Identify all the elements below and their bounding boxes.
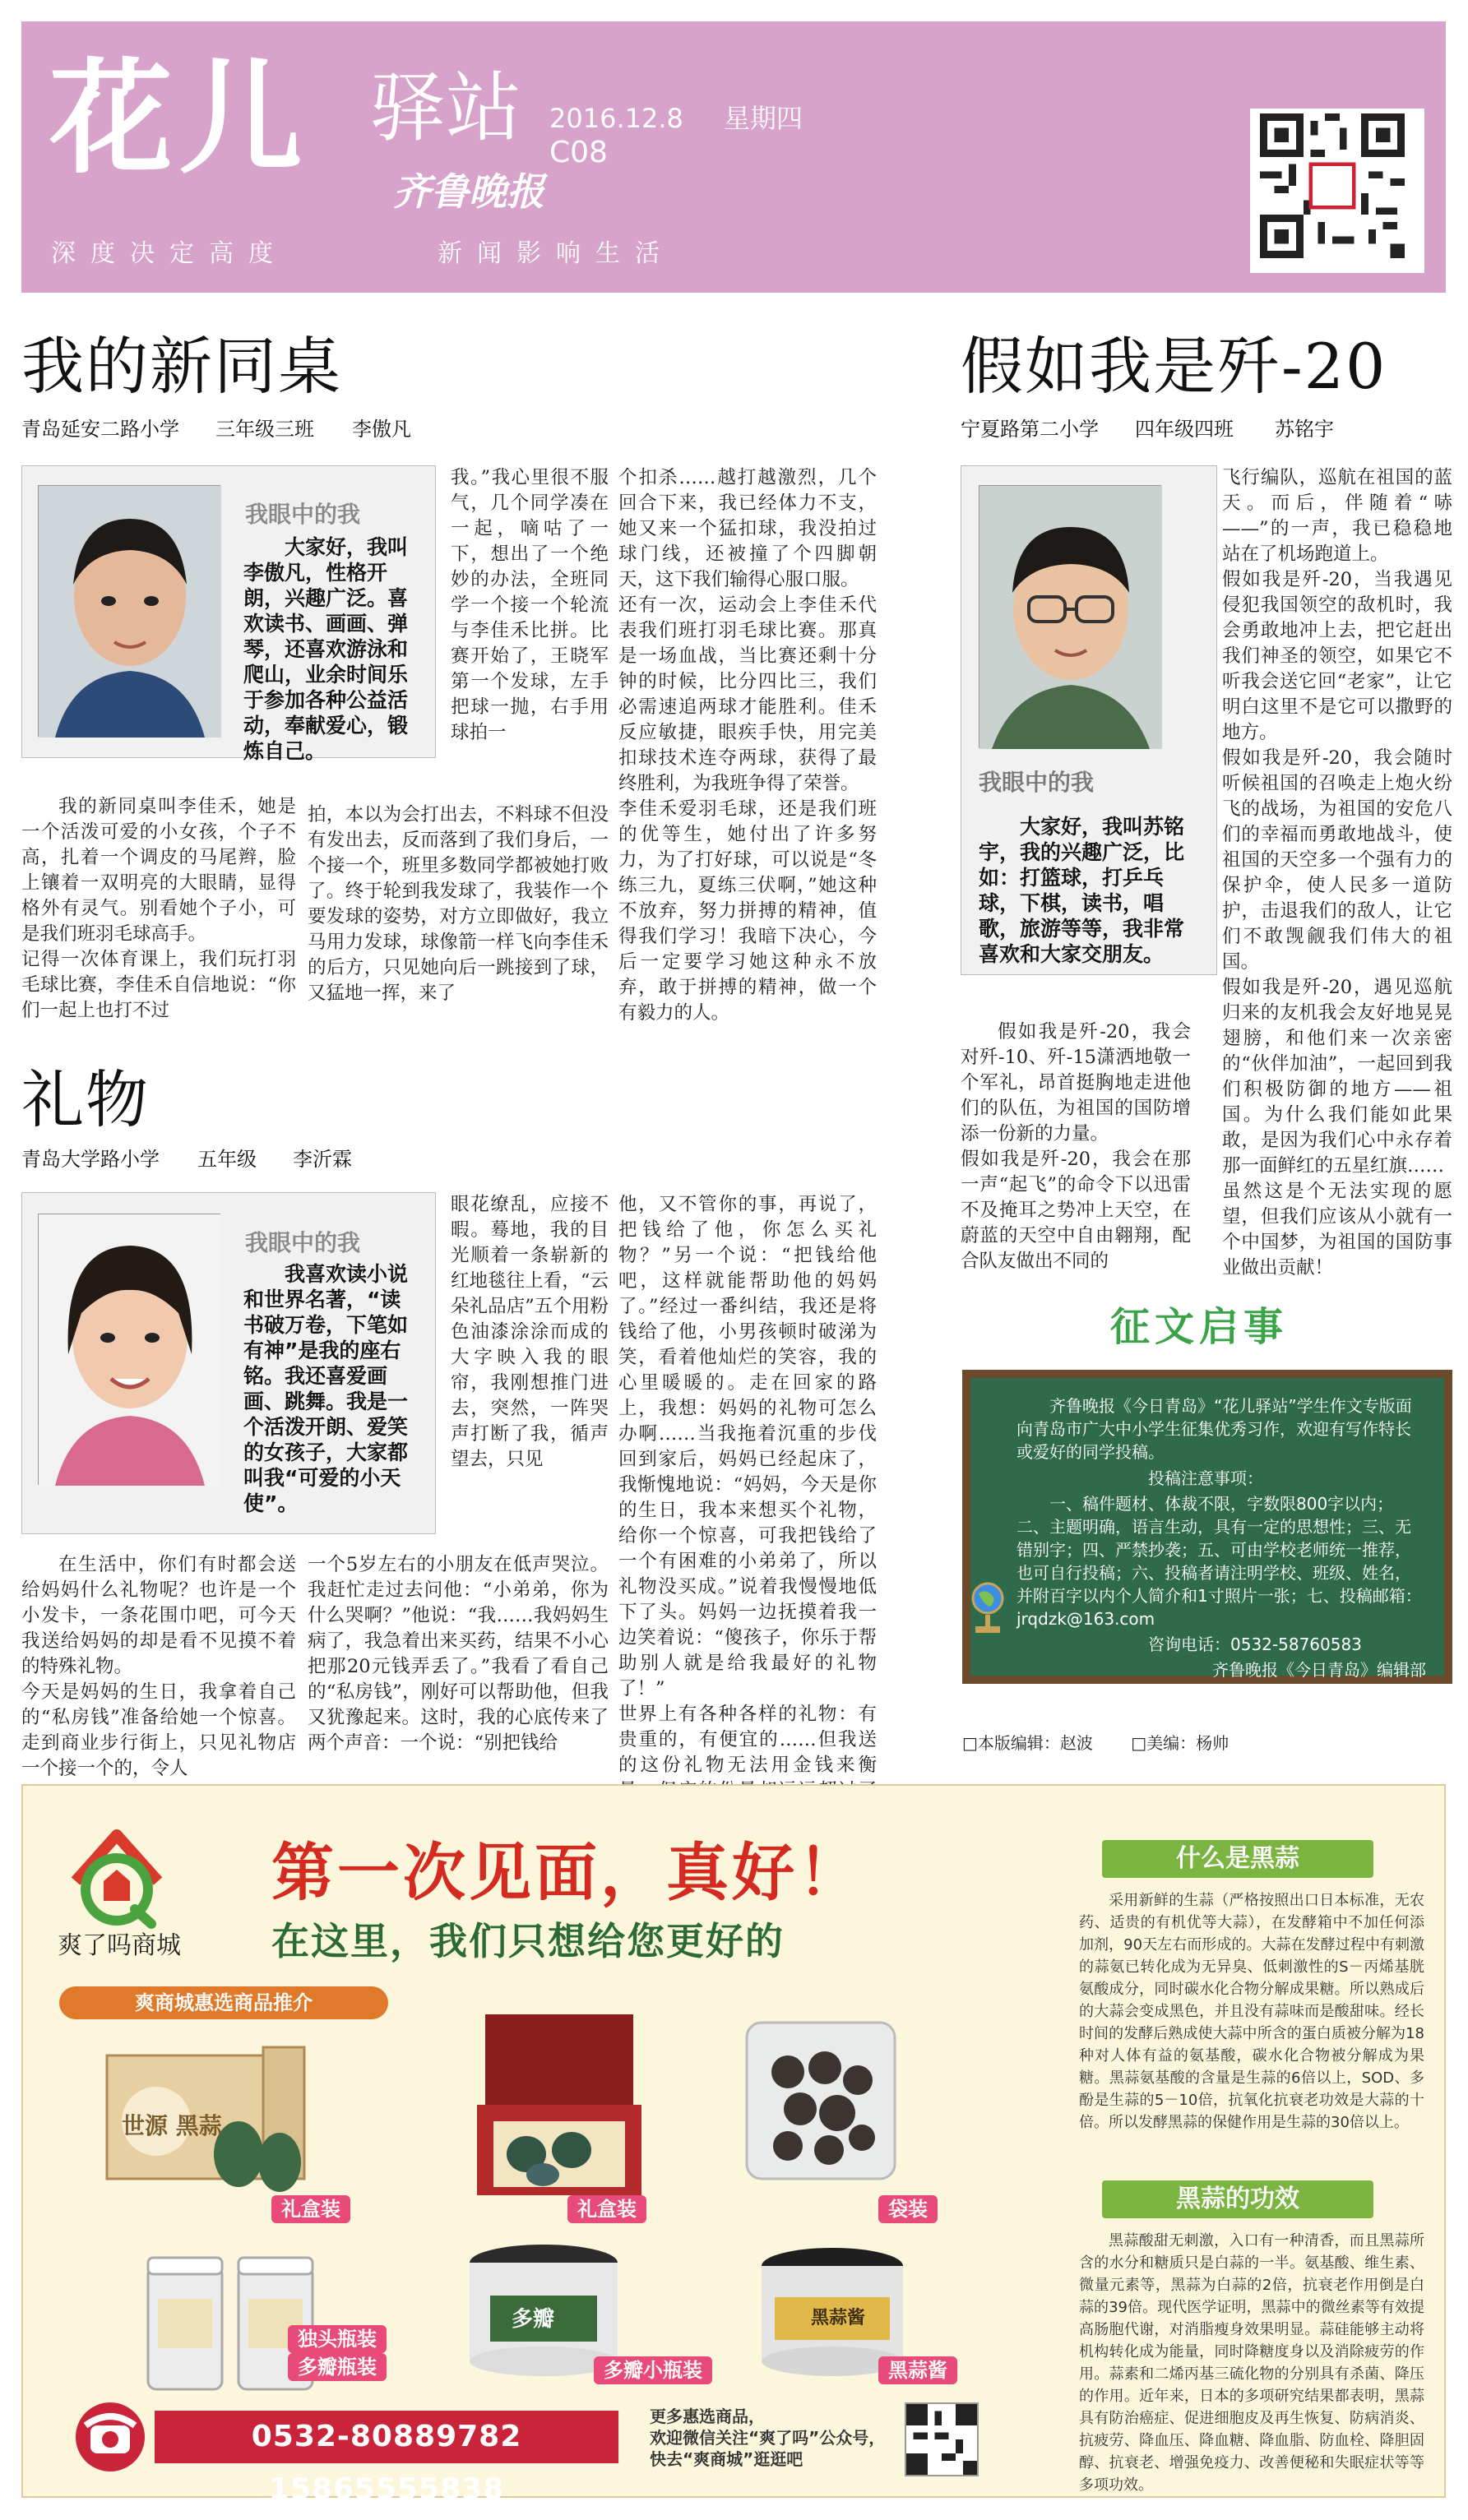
student-photo xyxy=(38,1214,220,1485)
ad-footer-line: 欢迎微信关注“爽了吗”公众号， xyxy=(650,2428,886,2448)
article-title: 我的新同桌 xyxy=(21,330,342,403)
product-label: 黑蒜酱 xyxy=(878,2356,957,2384)
product-label: 礼盒装 xyxy=(271,2195,350,2223)
designer-credit: □美编：杨帅 xyxy=(1131,1733,1230,1753)
featured-products-label: 爽商城惠选商品推介 xyxy=(59,1986,388,2019)
article-grade: 四年级四班 xyxy=(1135,418,1234,441)
solicit-department: 齐鲁晚报《今日青岛》编辑部 xyxy=(1212,1660,1426,1680)
product-brand-label: 世源 黑蒜 xyxy=(122,2112,222,2139)
article-column-2: 飞行编队，巡航在祖国的蓝天。而后，伴随着“哧——”的一声，我已稳稳地站在了机场跑道上。 假如我是歼-20，当我遇见侵犯我国领空的敌机时，我会勇敢地冲上去，把它赶出我们神圣的领空，如果它不听我会送它回“老家”，让它明白这里不是它可以撒野的地方。 假如我是歼-20，我会随时听候祖国的召唤走上炮火纷飞的战场，为祖国的安危八们的幸福而勇敢地战斗，使祖国的天空多一个强有力的保护伞，使人民多一道防护，击退我们的敌人，让它们不敢觊觎我们伟大的祖国。 假如我是歼-20，遇见巡航归来的友机我会友好地晃晃翅膀，和他们来一次亲密的“伙伴加油”，一起回到我们积极防御的地方——祖国。为什么我们能如此果敢，是因为我们心中永存着那一面鲜红的五星红旗…… 虽然这是个无法实现的愿望，但我们应该从小就有一个中国梦，为祖国的国防事业做出贡献！ xyxy=(1222,467,1452,1278)
shop-name: 爽了吗商城 xyxy=(58,1931,181,1960)
product-label: 多瓣小瓶装 xyxy=(594,2356,712,2384)
solicit-requirements: 一、稿件题材、体裁不限，字数限800字以内；二、主题明确，语言生动，具有一定的思想性；三、无错别字；四、严禁抄袭；五、可由学校老师统一推荐，也可自行投稿；六、投稿者请注明学校、班级、姓名，并附百字以内个人简介和1寸照片一张；七、投稿邮箱：jrqdzk@163.com xyxy=(1016,1494,1422,1629)
article-author: 苏铭宇 xyxy=(1275,418,1334,441)
product-gift-box-1[interactable] xyxy=(99,2039,313,2203)
product-bag[interactable] xyxy=(739,2014,903,2187)
info-section-body: 黑蒜酸甜无刺激，入口有一种清香，而且黑蒜所含的水分和糖质只是白蒜的一半。氨基酸、维生素、微量元素等，黑蒜为白蒜的2倍，抗衰老作用倒是白蒜的39倍。现代医学证明，黑蒜中的微丝素等有效提高肠胞代谢，对消脂瘦身效果明显。蒜硅能够主动将机构转化成为能量，同时降糖度身以及消除疲劳的作用。蒜素和二烯丙基三硫化物的分别具有杀菌、降压的作用。近年来，日本的多项研究结果都表明，黑蒜具有防治癌症、促进细胞皮及再生恢复、防病消炎、抗疲劳、降血压、降血糖、降血脂、防血栓、降胆固醇、抗衰老、增强免疫力、改善便秘和失眠症状等等多项功效。 xyxy=(1079,2232,1424,2494)
info-section-title: 黑蒜的功效 xyxy=(1102,2180,1373,2218)
jar-brand-label: 黑蒜酱 xyxy=(811,2308,866,2328)
chalkboard xyxy=(962,1370,1452,1684)
product-label: 礼盒装 xyxy=(567,2195,646,2223)
profile-label: 我眼中的我 xyxy=(245,1229,361,1256)
profile-intro: 大家好，我叫李傲凡，性格开朗，兴趣广泛。喜欢读书、画画、弹琴，还喜欢游泳和爬山，业余时间乐于参加各种公益活动，奉献爱心，锻炼自己。 xyxy=(243,535,409,763)
product-gift-box-2[interactable] xyxy=(461,2006,658,2203)
article-author: 李傲凡 xyxy=(352,418,411,441)
profile-intro: 我喜欢读小说和世界名著，“读书破万卷，下笔如有神”是我的座右铭。我还喜爱画画、跳舞。我是一个活泼开朗、爱笑的女孩子，大家都叫我“可爱的小天使”。 xyxy=(243,1262,409,1515)
article-school: 青岛延安二路小学 xyxy=(21,418,179,441)
info-section-body: 采用新鲜的生蒜（严格按照出口日本标准，无农药、适贵的有机优等大蒜），在发酵箱中不加任何添加剂，90天左右而形成的。大蒜在发酵过程中有刺激的蒜氨已转化成为无异臭、低刺激性的S－丙烯基胱氨酸成分，同时碳水化合物分解成果糖。所以熟成后的大蒜会变成黑色，并且没有蒜味而是酸甜味。经长时间的发酵后熟成使大蒜中所含的蛋白质被分解为18种对人体有益的氨基酸，碳水化合物被分解成为果糖。黑蒜氨基酸的含量是生蒜的6倍以上，SOD、多酚是生蒜的5－10倍，抗氧化抗衰老功效是大蒜的十倍。所以发酵黑蒜的保健作用是生蒜的30倍以上。 xyxy=(1079,1892,1424,2131)
solicit-title: 征文启事 xyxy=(1110,1304,1289,1350)
ad-footer-line: 更多惠选商品， xyxy=(650,2407,765,2426)
shop-logo-icon[interactable] xyxy=(59,1824,174,1927)
newspaper-name: 齐鲁晚报 xyxy=(393,169,544,214)
editor-credit: □本版编辑：赵波 xyxy=(962,1733,1093,1753)
solicit-requirements-title: 投稿注意事项： xyxy=(1148,1468,1263,1488)
ad-phone[interactable]: 0532-80889782 15865555838 xyxy=(155,2411,618,2463)
publish-date: 2016.12.8 xyxy=(549,103,683,134)
publish-weekday: 星期四 xyxy=(724,103,803,134)
ad-footer-text xyxy=(650,2406,885,2470)
profile-label: 我眼中的我 xyxy=(245,501,361,528)
ad-footer-line: 快去“爽商城”逛逛吧 xyxy=(650,2449,803,2469)
slogan-right: 新闻影响生活 xyxy=(438,239,674,268)
info-section-title: 什么是黑蒜 xyxy=(1102,1840,1373,1878)
slogan-left: 深度决定高度 xyxy=(51,239,288,268)
article-school: 宁夏路第二小学 xyxy=(961,418,1099,441)
article-grade: 五年级 xyxy=(197,1148,257,1171)
article-column-1: 在生活中，你们有时都会送给妈妈什么礼物呢？也许是一个小发卡，一条花围巾吧，可今天我送给妈妈的却是看不见摸不着的特殊礼物。 今天是妈妈的生日，我拿着自己的“私房钱”准备给她一个惊喜。走到商业步行街上，只见礼物店一个接一个的，令人 xyxy=(21,1554,296,1779)
student-photo xyxy=(38,485,220,737)
student-photo xyxy=(979,485,1161,748)
section-subtitle: 驿站 xyxy=(370,64,522,152)
ad-headline: 第一次见面，真好！ xyxy=(271,1836,864,1909)
solicit-phone: 咨询电话：0532-58760583 xyxy=(1148,1635,1362,1654)
product-label: 独头瓶装 xyxy=(288,2325,387,2353)
qr-code-icon[interactable] xyxy=(905,2402,979,2476)
article-author: 李沂霖 xyxy=(293,1148,352,1171)
article-school: 青岛大学路小学 xyxy=(21,1148,160,1171)
page-number: C08 xyxy=(549,136,608,169)
article-column-2a: 我。”我心里很不服气，几个同学凑在一起，嘀咕了一下，想出了一个绝妙的办法，全班同学一个接一个轮流与李佳禾比拼。比赛开始了，王晓军第一个发球，左手把球一抛，右手用球拍一 xyxy=(451,467,609,743)
article-grade: 三年级三班 xyxy=(215,418,314,441)
article-column-1: 假如我是歼-20，我会对歼-10、歼-15潇洒地敬一个军礼，昂首挺胸地走进他们的队伍，为祖国的国防增添一份新的力量。 假如我是歼-20，我会在那一声“起飞”的命令下以迅雷不及掩耳之势冲上天空，在蔚蓝的天空中自由翱翔，配合队友做出不同的 xyxy=(961,1021,1191,1272)
article-title: 假如我是歼-20 xyxy=(961,330,1387,403)
profile-intro: 大家好，我叫苏铭宇，我的兴趣广泛，比如：打篮球，打乒乓球，下棋，读书，唱歌，旅游等等，我非常喜欢和大家交朋友。 xyxy=(979,815,1185,966)
product-label: 多瓣瓶装 xyxy=(288,2353,387,2381)
product-label: 袋装 xyxy=(878,2195,938,2223)
profile-label: 我眼中的我 xyxy=(979,769,1095,796)
article-column-2b: 一个5岁左右的小朋友在低声哭泣。我赶忙走过去问他：“小弟弟，你为什么哭啊？”他说：“我……我妈妈生病了，我急着出来买药，结果不小心把那20元钱弄丢了。”我看了看自己的“私房钱”，刚好可以帮助他，但我又犹豫起来。这时，我的心底传来了两个声音：一个说：“别把钱给 xyxy=(308,1554,609,1754)
article-column-2a: 眼花缭乱，应接不暇。蓦地，我的目光顺着一条崭新的红地毯往上看，“云朵礼品店”五个用粉色油漆涂涂而成的大字映入我的眼帘，我刚想推门进去，突然，一阵哭声打断了我，循声望去，只见 xyxy=(451,1194,609,1470)
section-title: 花儿 xyxy=(49,48,310,191)
telephone-icon xyxy=(74,2401,146,2473)
page-credits xyxy=(962,1735,1229,1751)
ad-subheadline: 在这里，我们只想给您更好的 xyxy=(271,1919,785,1963)
article-column-2b: 拍，本以为会打出去，不料球不但没有发出去，反而落到了我们身后，一个接一个，班里多数同学都被她打败了。终于轮到我发球了，我装作一个要发球的姿势，对方立即做好，我立马用力发球，球像箭一样飞向李佳禾的后方，只见她向后一跳接到了球，又猛地一挥，来了 xyxy=(308,804,609,1004)
solicit-intro: 齐鲁晚报《今日青岛》“花儿驿站”学生作文专版面向青岛市广大中小学生征集优秀习作，欢迎有写作特长或爱好的同学投稿。 xyxy=(1016,1396,1412,1462)
article-column-3: 个扣杀……越打越激烈，几个回合下来，我已经体力不支，她又来一个猛扣球，我没拍过球门线，还被撞了个四脚朝天，这下我们输得心服口服。 还有一次，运动会上李佳禾代表我们班打羽毛球比赛。那真是一场血战，当比赛还剩十分钟的时候，比分四比三，我们必需速追两球才能胜利。佳禾反应敏捷，眼疾手快，用完美扣球技术连夺两球，获得了最终胜利，为我班争得了荣誉。 李佳禾爱羽毛球，还是我们班的优等生，她付出了许多努力，为了打好球，可以说是“冬练三九，夏练三伏啊，”她这种不放弃，努力拼搏的精神，值得我们学习！我暗下决心，今后一定要学习她这种永不放弃，敢于拼搏的精神，做一个有毅力的人。 xyxy=(618,467,877,1024)
article-title: 礼物 xyxy=(21,1063,150,1136)
globe-icon xyxy=(967,1575,1008,1641)
article-column-3: 他，又不管你的事，再说了，把钱给了他，你怎么买礼物？”另一个说：“把钱给他吧，这样就能帮助他的妈妈了。”经过一番纠结，我还是将钱给了他，小男孩顿时破涕为笑，看着他灿烂的笑容，我的心里暖暖的。走在回家的路上，我想：妈妈的礼物可怎么办啊……当我拖着沉重的步伐回到家后，妈妈已经起床了，我惭愧地说：“妈妈，今天是你的生日，我本来想买个礼物，给你一个惊喜，可我把钱给了一个有困难的小弟弟了，所以礼物没买成。”说着我慢慢地低下了头。妈妈一边抚摸着我一边笑着说：“傻孩子，你乐于帮助别人就是给我最好的礼物了！” 世界上有各种各样的礼物：有贵重的，有便宜的……但我送的这份礼物无法用金钱来衡 xyxy=(618,1194,877,1776)
article-column-1: 我的新同桌叫李佳禾，她是一个活泼可爱的小女孩，个子不高，扎着一个调皮的马尾辫，脸上镶着一双明亮的大眼睛，显得格外有灵气。别看她个子小，可是我们班羽毛球高手。 记得一次体育课上，我们玩打羽毛球比赛，李佳禾自信地说：“你们一起上也打不过 xyxy=(21,796,296,1021)
qr-code-icon[interactable] xyxy=(1250,109,1424,273)
jar-brand-label: 多瓣 xyxy=(512,2307,555,2332)
